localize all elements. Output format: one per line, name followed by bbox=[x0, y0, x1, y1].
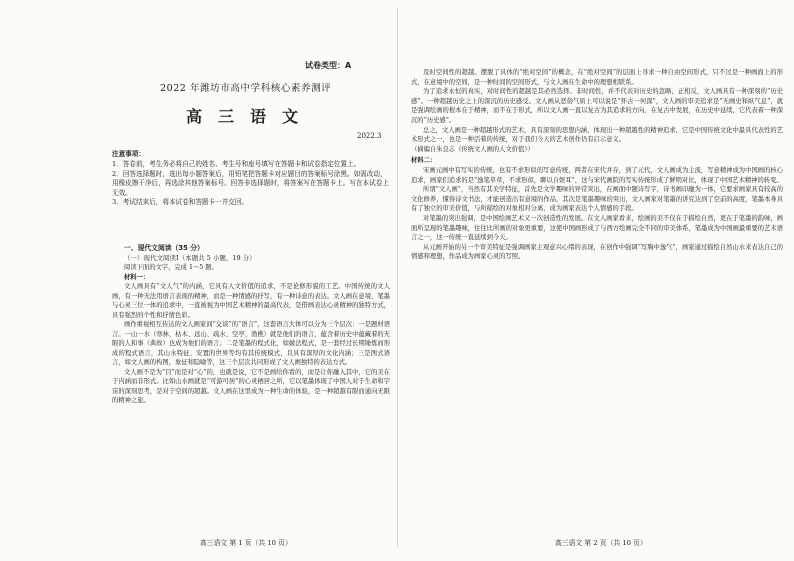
source-citation: （摘编自朱良志《传统文人画的人文价值》） bbox=[411, 145, 534, 153]
exam-title: 2022 年潍坊市高中学科核心素养测评 bbox=[160, 83, 332, 94]
right-page-footer: 高三语文 第 2 页（共 10 页） bbox=[555, 539, 647, 547]
notice-heading: 注意事项： bbox=[112, 150, 145, 158]
notice-item: 2．回答选择题时，选出每小题答案后，用铅笔把答题卡对应题目的答案标号涂黑。如需改动，用橡皮擦干净后，再选涂其他答案标号。回答非选择题时，将答案写在答题卡上。写在本试卷上无效。 bbox=[112, 169, 389, 197]
subsection-heading: （一）现代文阅读Ⅰ（本题共 5 小题，19 分） bbox=[124, 253, 256, 262]
paragraph: 从元画开始的另一个审美特征是强调画家主观意兴心绪的表现，在创作中强调“写胸中逸气”，画家通过描绘自然山水来表达自己的情感和理想，作品成为画家心灵的写照。 bbox=[411, 243, 783, 261]
exam-date: 2022.3 bbox=[357, 132, 382, 140]
paragraph: 总之，文人画是一种超越形式的艺术，具有深刻的思想内涵，体现出一种超越性的精神追求，它是中国传统文化中最具代表性的艺术形式之一，也是一种活着的传统，对于我们今天的艺术创作仍有启示意义。 bbox=[411, 126, 783, 144]
paragraph: 文人画不是为“目”而是对“心”的，也就是说，它不是画给你看的，而是让你融入其中，它的美在于内涵而非形式。比如山水画就是“可游可居”的心灵栖居之所，它以笔墨体现了中国人对于生命和宇宙的深刻思考，是对于空间的超越。文人画在这里成为一种生命的体验，是一种超越有限而通向无限的精神之旅。 bbox=[112, 368, 390, 404]
notice-block bbox=[112, 150, 389, 207]
section-heading: 一、现代文阅读（35 分） bbox=[124, 244, 204, 252]
paragraph: 宋画元画中有写实的传统，也有不求形似的写意传统，两者在宋代并存，到了元代，文人画成为主流，写意精神成为中国画的核心追求，画家们追求的是“逸笔草草，不求形似，聊以自娱耳”，这与宋代画院的写实传统形成了鲜明对比，体现了中国艺术精神的转变。 bbox=[411, 166, 783, 184]
paper-type-label: 试卷类型：A bbox=[305, 61, 352, 70]
paragraph: 对笔墨的突出强调，是中国绘画艺术又一次创造性的发展。在文人画家看来，绘画的美不仅在于描绘自然，更在于笔墨的韵味，画面所呈现的笔墨趣味，往往比所画的对象更重要，这使中国画形成了与西方绘画完全不同的审美体系，笔墨成为中国画最重要的艺术语言之一，这一传统一直延续到今天。 bbox=[411, 214, 783, 242]
right-page-body bbox=[411, 68, 783, 262]
paragraph: 所谓“文人画”，当然有其美学特征，首先是文学趣味的异常突出，在画面中题诗写字，诗书画印融为一体，它要求画家具有较高的文化修养，懂得诗文书法，才能创造出有意境的作品，其次是笔墨趣味的突出，文人画家对笔墨的讲究达到了空前的高度，笔墨本身具有了独立的审美价值，与所描绘的对象相对分离，成为画家表达个人情感的手段。 bbox=[411, 186, 783, 213]
paragraph: 为了追求永恒的真实，对时间性的超越是其必然选择。非时间性，并不代表对历史的忽略，正相反，文人画具有一种深刻的“历史感”。一种超越历史之上的深沉的历史感受。文人画从恶俗气质上可以说是“怀古一何深”，文人画的审美追求是“无画史和纵气息”，就是强调绘画的根本在于精神，而不在于形式，所以文人画一直以复古为其追求的方向，在复古中发展，在历史中延续，它代表着一种深沉的“历史感”。 bbox=[411, 88, 783, 124]
material-one-label: 材料一： bbox=[124, 273, 150, 281]
page-divider bbox=[397, 8, 398, 548]
left-page-footer: 高三语文 第 1 页（共 10 页） bbox=[200, 539, 292, 547]
notice-item: 3．考试结束后，将本试卷和答题卡一并交回。 bbox=[112, 198, 249, 207]
subject-title: 高三语文 bbox=[186, 107, 315, 126]
paragraph: 画作重视相互传达的文人画家间“交谈”的“语言”，这套语言大体可以分为三个层次：一是题材语言。一山一水（寒林、枯木、远山、疏水、空亭、渔樵）就是他们的语言，蕴含着历史中蕴藏着的无限的人和事（典故）也成为他们的语言；二是笔墨的程式化，如皴法程式，是一套经过长期锤炼而形成的程式语言，其山水特征、安置的世界等均有其传统模式，且具有深厚的文化内涵；三是图式语言，如文人画的构图，象征和隐喻等，这三个层次共同形成了文人画独特的表达方式。 bbox=[112, 321, 390, 366]
paragraph: 及时空间性的超越。摆脱了具体的“绝对空间”的概念，在“绝对空间”的层面上寻求一种自由空间形式，只不过是一种画面上的形式，在意境中的空间，是一种时间的空间形式，与文人画在生命中的理想相联系。 bbox=[411, 69, 783, 86]
left-page-body bbox=[112, 244, 390, 406]
instruction-text: 阅读下面的文字，完成 1～5 题。 bbox=[124, 264, 218, 271]
material-two-label: 材料二： bbox=[411, 157, 437, 165]
paragraph: 文人画具有“文人气”的内涵，它具有人文价值的追求，不是论修形貌的工艺。中国传统的文人画，有一种无法用语言表现的精神，而是一种情感的抒写，有一种诗意的表达。文人画在意境、笔墨与心灵三位一体的追求中，一直被视为中国艺术精神的最高代表，是借画表达心灵精神的独特方式，具有强烈的个性和抒情色彩。 bbox=[112, 283, 390, 319]
notice-item: 1．答卷前，考生务必将自己的姓名、考生号和座号填写在答题卡和试卷指定位置上。 bbox=[112, 160, 361, 169]
